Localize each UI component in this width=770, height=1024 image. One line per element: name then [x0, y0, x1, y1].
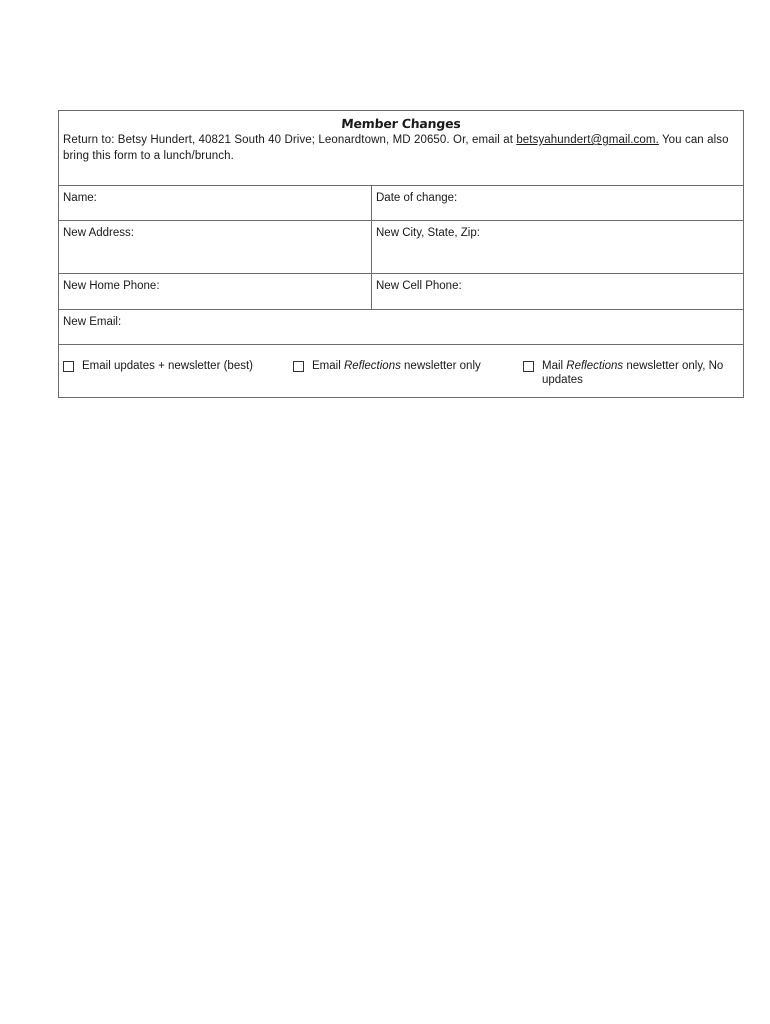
form-row-email [59, 310, 743, 345]
form-title: Member Changes [340, 116, 462, 131]
form-header [59, 111, 743, 186]
form-instructions [63, 132, 739, 164]
city-state-zip-label: New City, State, Zip: [376, 227, 480, 239]
email-field[interactable] [59, 310, 743, 344]
option-label: Email updates + newsletter (best) [82, 360, 253, 372]
home-phone-label: New Home Phone: [63, 280, 160, 292]
newsletter-preferences [59, 345, 743, 397]
form-row-address [59, 221, 743, 274]
form-row-preferences [59, 345, 743, 397]
home-phone-field[interactable] [59, 274, 372, 309]
date-of-change-label: Date of change: [376, 192, 458, 204]
option-label: Email Reflections newsletter only [312, 360, 481, 372]
address-label: New Address: [63, 227, 134, 239]
email-label: New Email: [63, 316, 122, 328]
instructions-text: Return to: Betsy Hundert, 40821 South 40 Drive; Leonardtown, MD 20650. Or, email at [63, 134, 517, 146]
checkbox-email-updates-newsletter[interactable] [63, 361, 74, 372]
option-email-reflections-only[interactable] [293, 359, 481, 373]
checkbox-mail-reflections-only[interactable] [523, 361, 534, 372]
contact-email-link[interactable]: betsyahundert@gmail.com. [516, 134, 659, 146]
address-field[interactable] [59, 221, 372, 273]
cell-phone-field[interactable] [372, 274, 743, 309]
instructions-text-end: You can also bring this form to a lunch/brunch. [63, 134, 729, 162]
form-row-name-date [59, 186, 743, 221]
city-state-zip-field[interactable] [372, 221, 743, 273]
checkbox-email-reflections-only[interactable] [293, 361, 304, 372]
date-of-change-field[interactable] [372, 186, 743, 220]
cell-phone-label: New Cell Phone: [376, 280, 462, 292]
option-label: Mail Reflections newsletter only, No updates [542, 360, 724, 386]
option-email-updates-newsletter[interactable] [63, 359, 253, 373]
name-field[interactable] [59, 186, 372, 220]
option-mail-reflections-only[interactable] [523, 359, 732, 387]
member-changes-form [58, 110, 744, 398]
name-label: Name: [63, 192, 97, 204]
form-row-phones [59, 274, 743, 310]
